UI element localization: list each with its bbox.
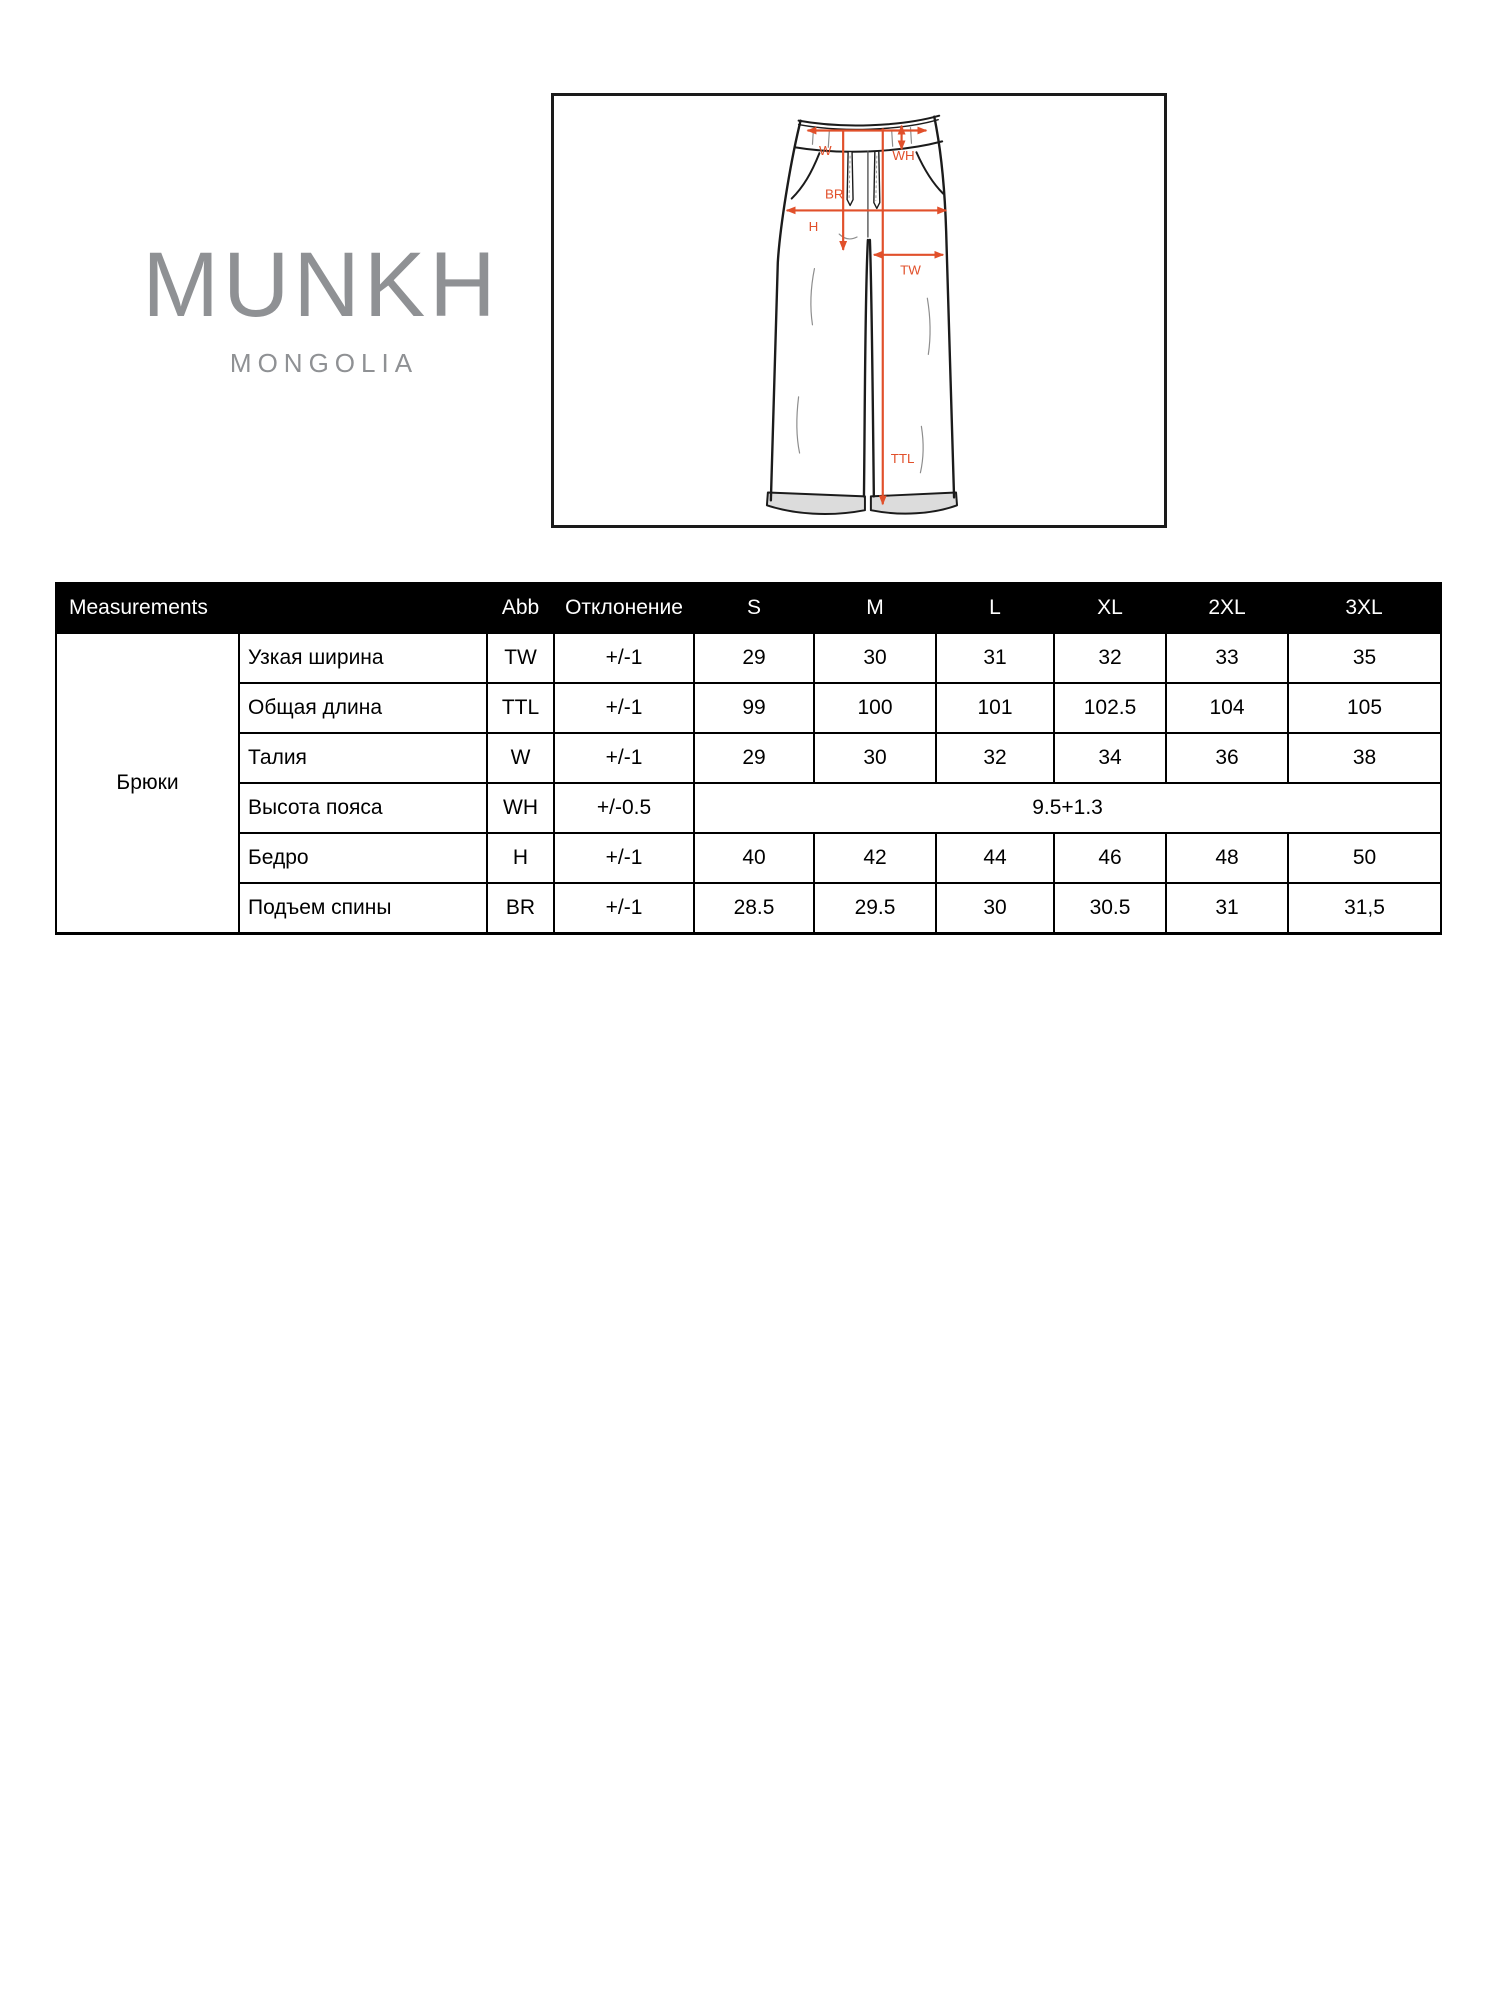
size-value-cell: 99 bbox=[694, 683, 814, 733]
size-value-cell: 105 bbox=[1288, 683, 1441, 733]
header-size-3xl: 3XL bbox=[1288, 583, 1441, 633]
row-label: Подъем спины bbox=[239, 883, 487, 934]
row-label: Бедро bbox=[239, 833, 487, 883]
drawstring-left bbox=[847, 152, 853, 205]
size-value-cell: 101 bbox=[936, 683, 1054, 733]
left-hem-cuff bbox=[767, 492, 865, 514]
table-row bbox=[56, 833, 1441, 883]
left-pocket bbox=[792, 153, 820, 198]
header-size-s: S bbox=[694, 583, 814, 633]
deviation-cell: +/-1 bbox=[554, 633, 694, 683]
size-value-cell: 50 bbox=[1288, 833, 1441, 883]
deviation-cell: +/-1 bbox=[554, 833, 694, 883]
measurements-table bbox=[55, 582, 1442, 935]
size-value-cell: 38 bbox=[1288, 733, 1441, 783]
row-label: Общая длина bbox=[239, 683, 487, 733]
size-value-cell: 31 bbox=[1166, 883, 1288, 934]
hip-label: H bbox=[808, 219, 819, 235]
header-size-l: L bbox=[936, 583, 1054, 633]
size-value-cell: 30 bbox=[936, 883, 1054, 934]
pants-sketch bbox=[554, 96, 1164, 525]
right-side-seam bbox=[934, 117, 954, 498]
back-rise-label: BR bbox=[824, 186, 844, 202]
abb-cell: BR bbox=[487, 883, 554, 934]
size-value-cell: 102.5 bbox=[1054, 683, 1166, 733]
group-cell: Брюки bbox=[56, 633, 239, 934]
brand-subtitle: MONGOLIA bbox=[229, 348, 419, 378]
size-value-cell: 28.5 bbox=[694, 883, 814, 934]
deviation-cell: +/-1 bbox=[554, 733, 694, 783]
header-deviation: Отклонение bbox=[554, 583, 694, 633]
pants-outline bbox=[767, 116, 957, 514]
table-row bbox=[56, 733, 1441, 783]
abb-cell: TTL bbox=[487, 683, 554, 733]
right-pocket bbox=[916, 152, 943, 193]
row-label: Талия bbox=[239, 733, 487, 783]
size-value-cell: 32 bbox=[936, 733, 1054, 783]
table-row bbox=[56, 883, 1441, 934]
merged-value-cell: 9.5+1.3 bbox=[694, 783, 1441, 833]
left-side-seam bbox=[771, 121, 801, 501]
waist-label: W bbox=[819, 143, 832, 159]
size-value-cell: 29.5 bbox=[814, 883, 936, 934]
header-abb: Abb bbox=[487, 583, 554, 633]
size-value-cell: 34 bbox=[1054, 733, 1166, 783]
header-size-2xl: 2XL bbox=[1166, 583, 1288, 633]
table-header-row bbox=[56, 583, 1441, 633]
total-length-label: TTL bbox=[890, 450, 915, 466]
size-value-cell: 36 bbox=[1166, 733, 1288, 783]
deviation-cell: +/-1 bbox=[554, 883, 694, 934]
size-value-cell: 32 bbox=[1054, 633, 1166, 683]
size-value-cell: 30.5 bbox=[1054, 883, 1166, 934]
size-value-cell: 40 bbox=[694, 833, 814, 883]
size-value-cell: 30 bbox=[814, 633, 936, 683]
size-value-cell: 30 bbox=[814, 733, 936, 783]
size-value-cell: 31,5 bbox=[1288, 883, 1441, 934]
brand-logo bbox=[140, 234, 502, 378]
size-value-cell: 33 bbox=[1166, 633, 1288, 683]
size-value-cell: 42 bbox=[814, 833, 936, 883]
header-size-m: M bbox=[814, 583, 936, 633]
table-row bbox=[56, 633, 1441, 683]
size-value-cell: 48 bbox=[1166, 833, 1288, 883]
header-size-xl: XL bbox=[1054, 583, 1166, 633]
deviation-cell: +/-1 bbox=[554, 683, 694, 733]
abb-cell: H bbox=[487, 833, 554, 883]
size-value-cell: 29 bbox=[694, 733, 814, 783]
abb-cell: WH bbox=[487, 783, 554, 833]
table-row bbox=[56, 783, 1441, 833]
size-value-cell: 35 bbox=[1288, 633, 1441, 683]
table-row bbox=[56, 683, 1441, 733]
size-value-cell: 100 bbox=[814, 683, 936, 733]
size-value-cell: 104 bbox=[1166, 683, 1288, 733]
abb-cell: W bbox=[487, 733, 554, 783]
thigh-width-label: TW bbox=[900, 262, 921, 278]
brand-wordmark: MUNKH bbox=[142, 234, 500, 336]
size-value-cell: 44 bbox=[936, 833, 1054, 883]
size-value-cell: 31 bbox=[936, 633, 1054, 683]
pants-diagram-box bbox=[551, 93, 1167, 528]
abb-cell: TW bbox=[487, 633, 554, 683]
size-value-cell: 46 bbox=[1054, 833, 1166, 883]
size-value-cell: 29 bbox=[694, 633, 814, 683]
row-label: Узкая ширина bbox=[239, 633, 487, 683]
waistband-height-label: WH bbox=[892, 148, 915, 164]
header-measurements: Measurements bbox=[56, 583, 487, 633]
row-label: Высота пояса bbox=[239, 783, 487, 833]
right-inseam bbox=[870, 240, 874, 496]
deviation-cell: +/-0.5 bbox=[554, 783, 694, 833]
waistband-bottom bbox=[795, 141, 943, 151]
left-inseam bbox=[864, 240, 868, 496]
